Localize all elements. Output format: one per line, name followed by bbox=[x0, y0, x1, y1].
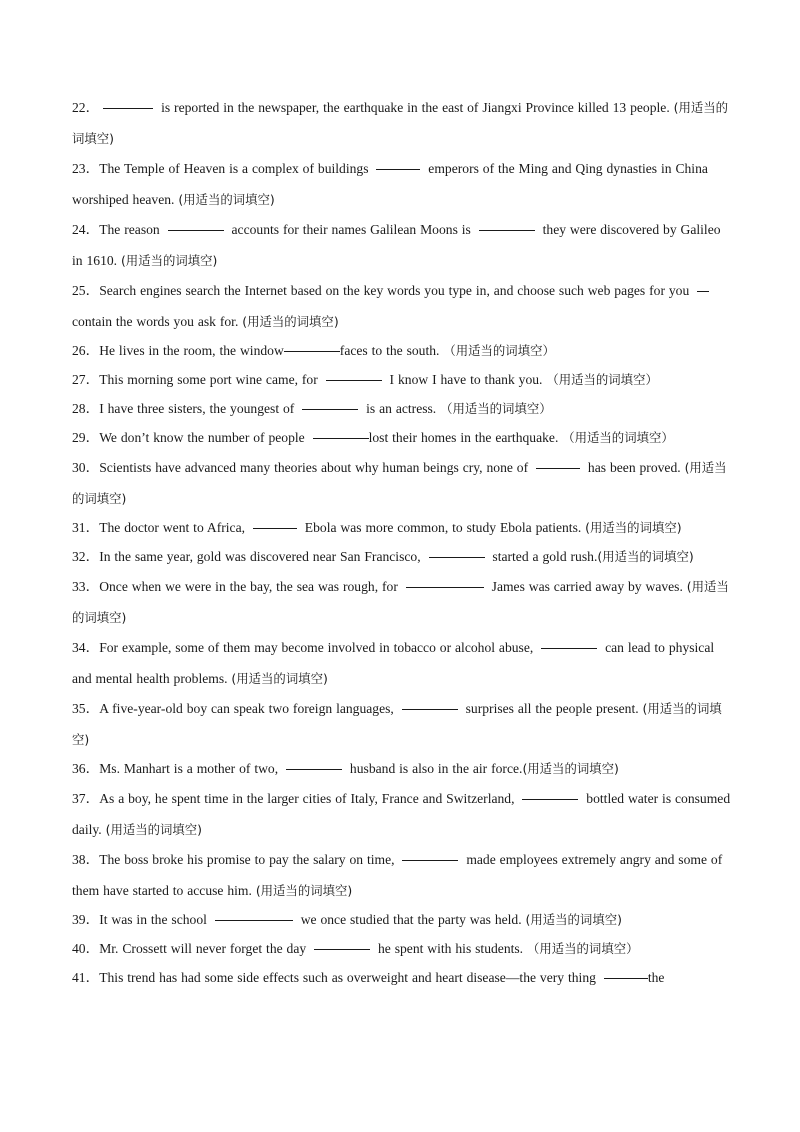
instruction-hint: (用适当的词填空) bbox=[120, 253, 218, 268]
question-32: 32．In the same year, gold was discovered near San Francisco, started a gold rush.(用适当的词填空) bbox=[72, 549, 694, 564]
answer-blank[interactable] bbox=[429, 556, 485, 558]
question-38: 38．The boss broke his promise to pay the salary on time, made employees extremely angry and some of them have started to accuse him. (用适当的词填空) bbox=[72, 852, 723, 898]
answer-blank[interactable] bbox=[406, 586, 484, 588]
instruction-hint: (用适当的词填空) bbox=[72, 100, 729, 146]
instruction-hint: （用适当的词填空） bbox=[440, 401, 552, 416]
question-24: 24．The reason accounts for their names Galilean Moons is they were discovered by Galileo in 1610. (用适当的词填空) bbox=[72, 222, 721, 268]
answer-blank[interactable] bbox=[215, 919, 293, 921]
instruction-hint: (用适当的词填空) bbox=[231, 671, 328, 686]
question-number: 33． bbox=[72, 579, 100, 594]
question-29: 29．We don’t know the number of people lost their homes in the earthquake. （用适当的词填空） bbox=[72, 430, 674, 445]
question-number: 22． bbox=[72, 100, 100, 115]
answer-blank-1[interactable] bbox=[168, 229, 224, 231]
answer-blank[interactable] bbox=[402, 708, 458, 710]
answer-blank[interactable] bbox=[253, 527, 297, 529]
answer-blank[interactable] bbox=[302, 408, 358, 410]
answer-blank[interactable] bbox=[313, 437, 369, 439]
answer-blank-2[interactable] bbox=[479, 229, 535, 231]
instruction-hint: (用适当的词填空) bbox=[72, 579, 729, 625]
answer-blank[interactable] bbox=[286, 768, 342, 770]
instruction-hint: （用适当的词填空） bbox=[443, 343, 555, 358]
question-number: 40． bbox=[72, 941, 100, 956]
instruction-hint: (用适当的词填空) bbox=[525, 912, 622, 927]
question-number: 30． bbox=[72, 460, 100, 475]
question-number: 26． bbox=[72, 343, 100, 358]
instruction-hint: (用适当的词填空) bbox=[585, 520, 682, 535]
answer-blank[interactable] bbox=[604, 977, 648, 979]
answer-blank[interactable] bbox=[103, 107, 153, 109]
answer-blank[interactable] bbox=[314, 948, 370, 950]
question-33: 33．Once when we were in the bay, the sea was rough, for James was carried away by waves. (用适当的词填空) bbox=[72, 579, 729, 625]
question-number: 34． bbox=[72, 640, 100, 655]
question-number: 24． bbox=[72, 222, 100, 237]
answer-blank[interactable] bbox=[376, 168, 420, 170]
instruction-hint: (用适当的词填空) bbox=[522, 761, 619, 776]
instruction-hint: （用适当的词填空） bbox=[562, 430, 674, 445]
question-number: 35． bbox=[72, 701, 100, 716]
question-23: 23．The Temple of Heaven is a complex of buildings emperors of the Ming and Qing dynasties in China worshiped heaven. (用适当的词填空) bbox=[72, 161, 708, 207]
question-number: 23． bbox=[72, 161, 100, 176]
instruction-hint: (用适当的词填空) bbox=[178, 192, 275, 207]
question-number: 38． bbox=[72, 852, 100, 867]
question-number: 28． bbox=[72, 401, 100, 416]
question-number: 36． bbox=[72, 761, 100, 776]
question-number: 29． bbox=[72, 430, 100, 445]
question-number: 25． bbox=[72, 283, 100, 298]
question-31: 31．The doctor went to Africa, Ebola was more common, to study Ebola patients. (用适当的词填空) bbox=[72, 520, 682, 535]
instruction-hint: (用适当的词填空) bbox=[105, 822, 203, 837]
question-41: 41．This trend has had some side effects such as overweight and heart disease—the very thing the bbox=[72, 970, 665, 985]
answer-blank[interactable] bbox=[536, 467, 580, 469]
answer-blank[interactable] bbox=[697, 290, 709, 292]
question-list bbox=[72, 92, 732, 992]
question-37: 37．As a boy, he spent time in the larger cities of Italy, France and Switzerland, bottled water is consumed daily. (用适当的词填空) bbox=[72, 791, 731, 837]
instruction-hint: （用适当的词填空） bbox=[526, 941, 639, 956]
question-30: 30．Scientists have advanced many theories about why human beings cry, none of has been proved. (用适当的词填空) bbox=[72, 460, 727, 506]
instruction-hint: (用适当的词填空) bbox=[72, 460, 727, 506]
answer-blank[interactable] bbox=[326, 379, 382, 381]
question-number: 32． bbox=[72, 549, 100, 564]
question-25: 25．Search engines search the Internet based on the key words you type in, and choose such web pages for you contain the words you ask for. (用适当的词填空) bbox=[72, 275, 732, 337]
instruction-hint: (用适当的词填空) bbox=[72, 701, 722, 747]
question-36: 36．Ms. Manhart is a mother of two, husband is also in the air force.(用适当的词填空) bbox=[72, 761, 619, 776]
question-26: 26．He lives in the room, the window faces to the south. （用适当的词填空） bbox=[72, 343, 555, 358]
instruction-hint: (用适当的词填空) bbox=[255, 883, 353, 898]
question-number: 39． bbox=[72, 912, 100, 927]
answer-blank[interactable] bbox=[522, 798, 578, 800]
question-number: 37． bbox=[72, 791, 100, 806]
instruction-hint: (用适当的词填空) bbox=[597, 549, 694, 564]
question-22: 22． is reported in the newspaper, the earthquake in the east of Jiangxi Province killed 13 people. (用适当的词填空) bbox=[72, 100, 729, 146]
question-27: 27．This morning some port wine came, for I know I have to thank you. （用适当的词填空） bbox=[72, 372, 658, 387]
question-34: 34．For example, some of them may become involved in tobacco or alcohol abuse, can lead to physical and mental health problems. (用适当的词填空) bbox=[72, 640, 715, 686]
question-number: 31． bbox=[72, 520, 100, 535]
answer-blank[interactable] bbox=[402, 859, 458, 861]
instruction-hint: (用适当的词填空) bbox=[242, 314, 339, 329]
answer-blank[interactable] bbox=[541, 647, 597, 649]
question-40: 40．Mr. Crossett will never forget the day he spent with his students. （用适当的词填空） bbox=[72, 941, 639, 956]
question-28: 28．I have three sisters, the youngest of is an actress. （用适当的词填空） bbox=[72, 401, 552, 416]
question-number: 41． bbox=[72, 970, 100, 985]
question-35: 35．A five-year-old boy can speak two foreign languages, surprises all the people present. (用适当的词填空) bbox=[72, 701, 722, 747]
answer-blank[interactable] bbox=[284, 350, 340, 352]
question-number: 27． bbox=[72, 372, 100, 387]
question-39: 39．It was in the school we once studied that the party was held. (用适当的词填空) bbox=[72, 912, 622, 927]
instruction-hint: （用适当的词填空） bbox=[546, 372, 658, 387]
